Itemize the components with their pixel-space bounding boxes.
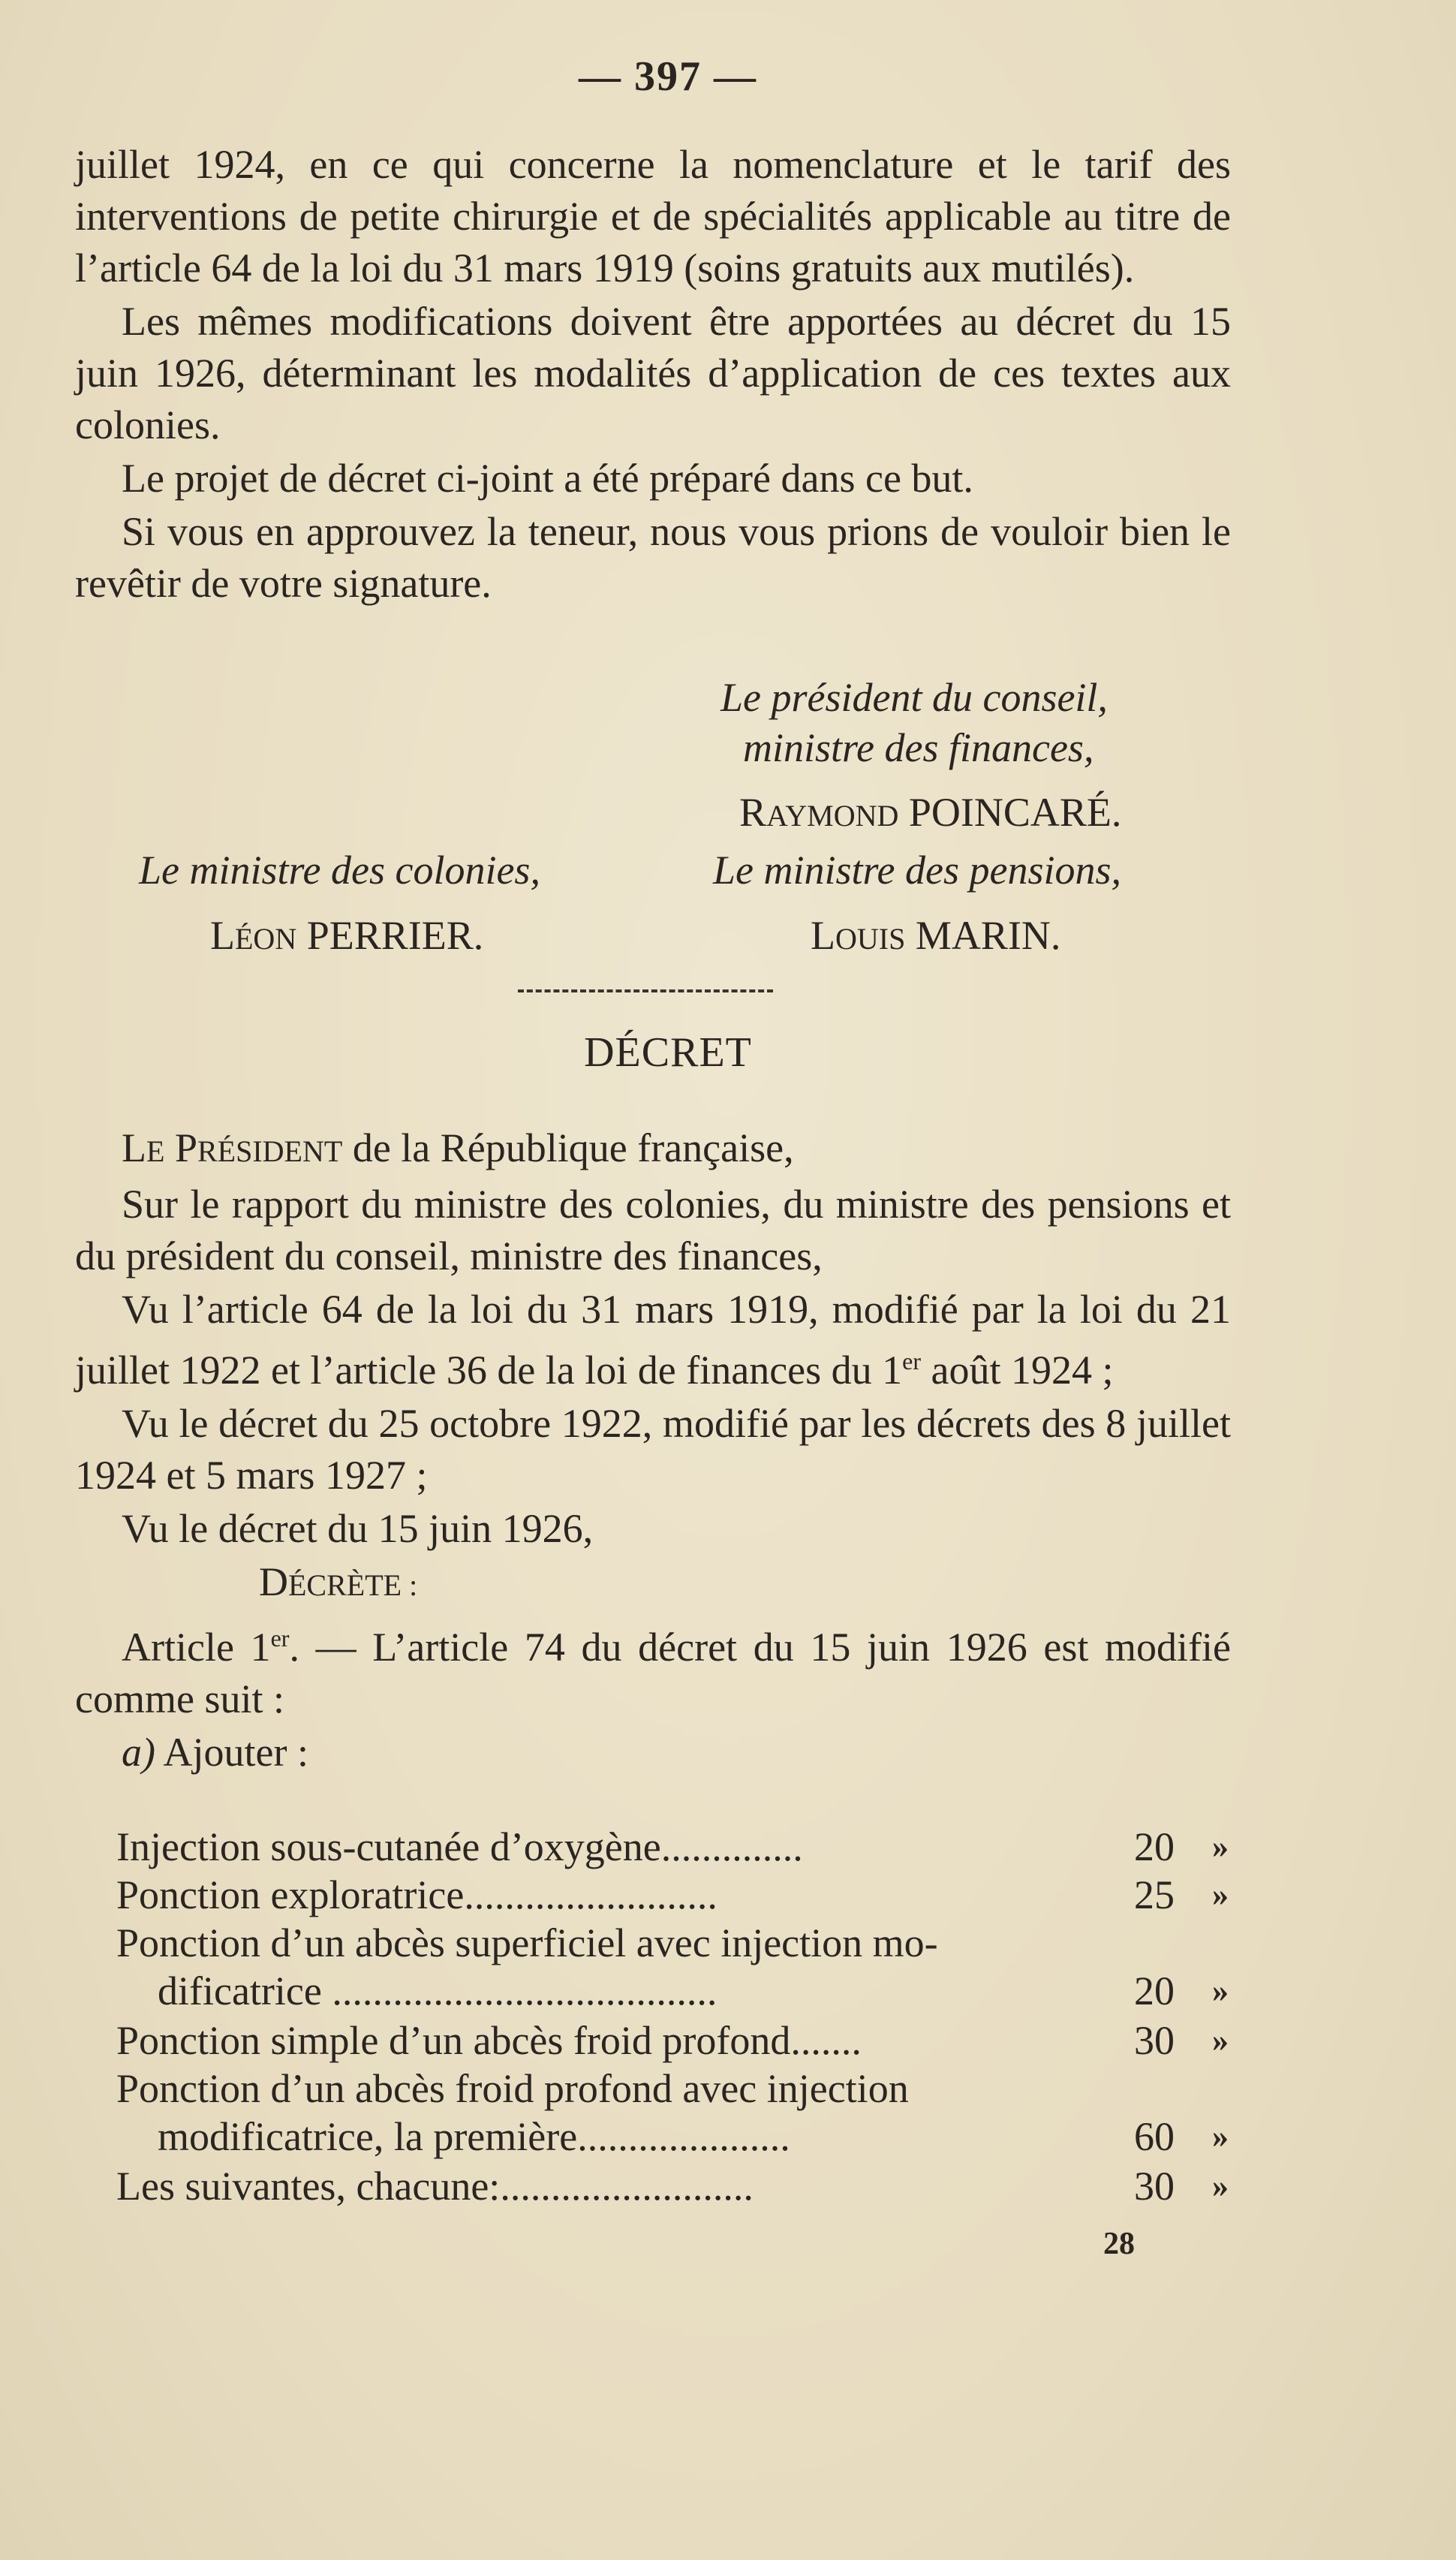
tariff-ditto: » — [1212, 2118, 1229, 2155]
decree-heading: DÉCRET — [584, 1029, 752, 1076]
tariff-ditto: » — [1212, 2022, 1229, 2059]
tariff-amount: 60 — [1134, 2114, 1175, 2159]
preamble-text — [75, 139, 1231, 610]
signature-mark: 28 — [1103, 2227, 1135, 2261]
decree-decrete: DÉCRÈTE : — [259, 1559, 418, 1604]
tariff-row — [116, 1871, 1250, 1919]
tariff-row — [116, 1823, 1250, 1871]
tariff-label-continuation: modificatrice, la première..................... — [158, 2114, 790, 2159]
tariff-label: Ponction d’un abcès superficiel avec injection mo- — [116, 1920, 938, 1965]
tariff-label: Ponction simple d’un abcès froid profond....... — [116, 2018, 862, 2063]
tariff-label: Ponction exploratrice......................... — [116, 1872, 717, 1917]
tariff-amount: 25 — [1134, 1872, 1175, 1917]
page-number: — 397 — — [579, 53, 757, 100]
decree-vu-decret-1922: Vu le décret du 25 octobre 1922, modifié par les décrets des 8 juillet 1924 et 5 mars 1927 ; — [75, 1401, 1231, 1498]
tariff-label: Les suivantes, chacune:......................... — [116, 2164, 754, 2209]
tariff-row — [116, 2065, 1250, 2161]
tariff-label: Ponction d’un abcès froid profond avec injection — [116, 2066, 909, 2111]
tariff-amount: 20 — [1134, 1968, 1175, 2013]
decree-president-line: LE PRÉSIDENT de la République française, — [122, 1125, 794, 1170]
tariff-label-continuation: dificatrice ...................................... — [158, 1968, 717, 2013]
paragraph-continuation: juillet 1924, en ce qui concerne la nomenclature et le tarif des interventions de petite chirurgie et de spécialités applicable au titre de l’article 64 de la loi du 31 mars 1919 (soins gratuits aux mutilés). — [75, 142, 1231, 291]
paragraph-modifications: Les mêmes modifications doivent être apportées au décret du 15 juin 1926, déterminant les modalités d’application de ces textes aux colonies. — [75, 299, 1231, 447]
pensions-title: Le ministre des pensions, — [713, 848, 1121, 893]
colonies-title: Le ministre des colonies, — [139, 848, 540, 893]
president-title-1: Le président du conseil, — [720, 675, 1108, 720]
decree-article-1: Article 1er. — L’article 74 du décret du 15 juin 1926 est modifié comme suit : — [75, 1625, 1231, 1721]
decree-vu-decret-1926: Vu le décret du 15 juin 1926, — [122, 1506, 594, 1551]
tariff-row — [116, 1919, 1250, 2015]
tariff-ditto: » — [1212, 1876, 1229, 1913]
tariff-ditto: » — [1212, 2167, 1229, 2204]
decree-rapport: Sur le rapport du ministre des colonies, du ministre des pensions et du président du conseil, ministre des finances, — [75, 1182, 1231, 1278]
tariff-amount: 20 — [1134, 1824, 1175, 1869]
tariff-label: Injection sous-cutanée d’oxygène.............. — [116, 1824, 803, 1869]
decree-body — [75, 1122, 1231, 1778]
tariff-ditto: » — [1212, 1828, 1229, 1865]
tariff-amount: 30 — [1134, 2164, 1175, 2209]
decree-ajouter: a) Ajouter : — [122, 1730, 308, 1775]
pensions-signature: LOUIS MARIN. — [811, 913, 1061, 958]
president-signature: RAYMOND POINCARÉ. — [739, 790, 1122, 835]
president-title-2: ministre des finances, — [743, 725, 1094, 770]
tariff-row — [116, 2016, 1250, 2065]
section-divider — [518, 989, 773, 992]
colonies-signature: LÉON PERRIER. — [210, 913, 484, 958]
paragraph-projet: Le projet de décret ci-joint a été préparé dans ce but. — [122, 456, 973, 501]
tariff-row — [116, 2162, 1250, 2210]
decree-vu-loi: Vu l’article 64 de la loi du 31 mars 1919, modifié par la loi du 21 juillet 1922 et l’article 36 de la loi de finances du 1er août 1924 ; — [75, 1287, 1231, 1393]
tariff-ditto: » — [1212, 1972, 1229, 2009]
paragraph-approval: Si vous en approuvez la teneur, nous vous prions de vouloir bien le revêtir de votre signature. — [75, 509, 1231, 606]
tariff-amount: 30 — [1134, 2018, 1175, 2063]
